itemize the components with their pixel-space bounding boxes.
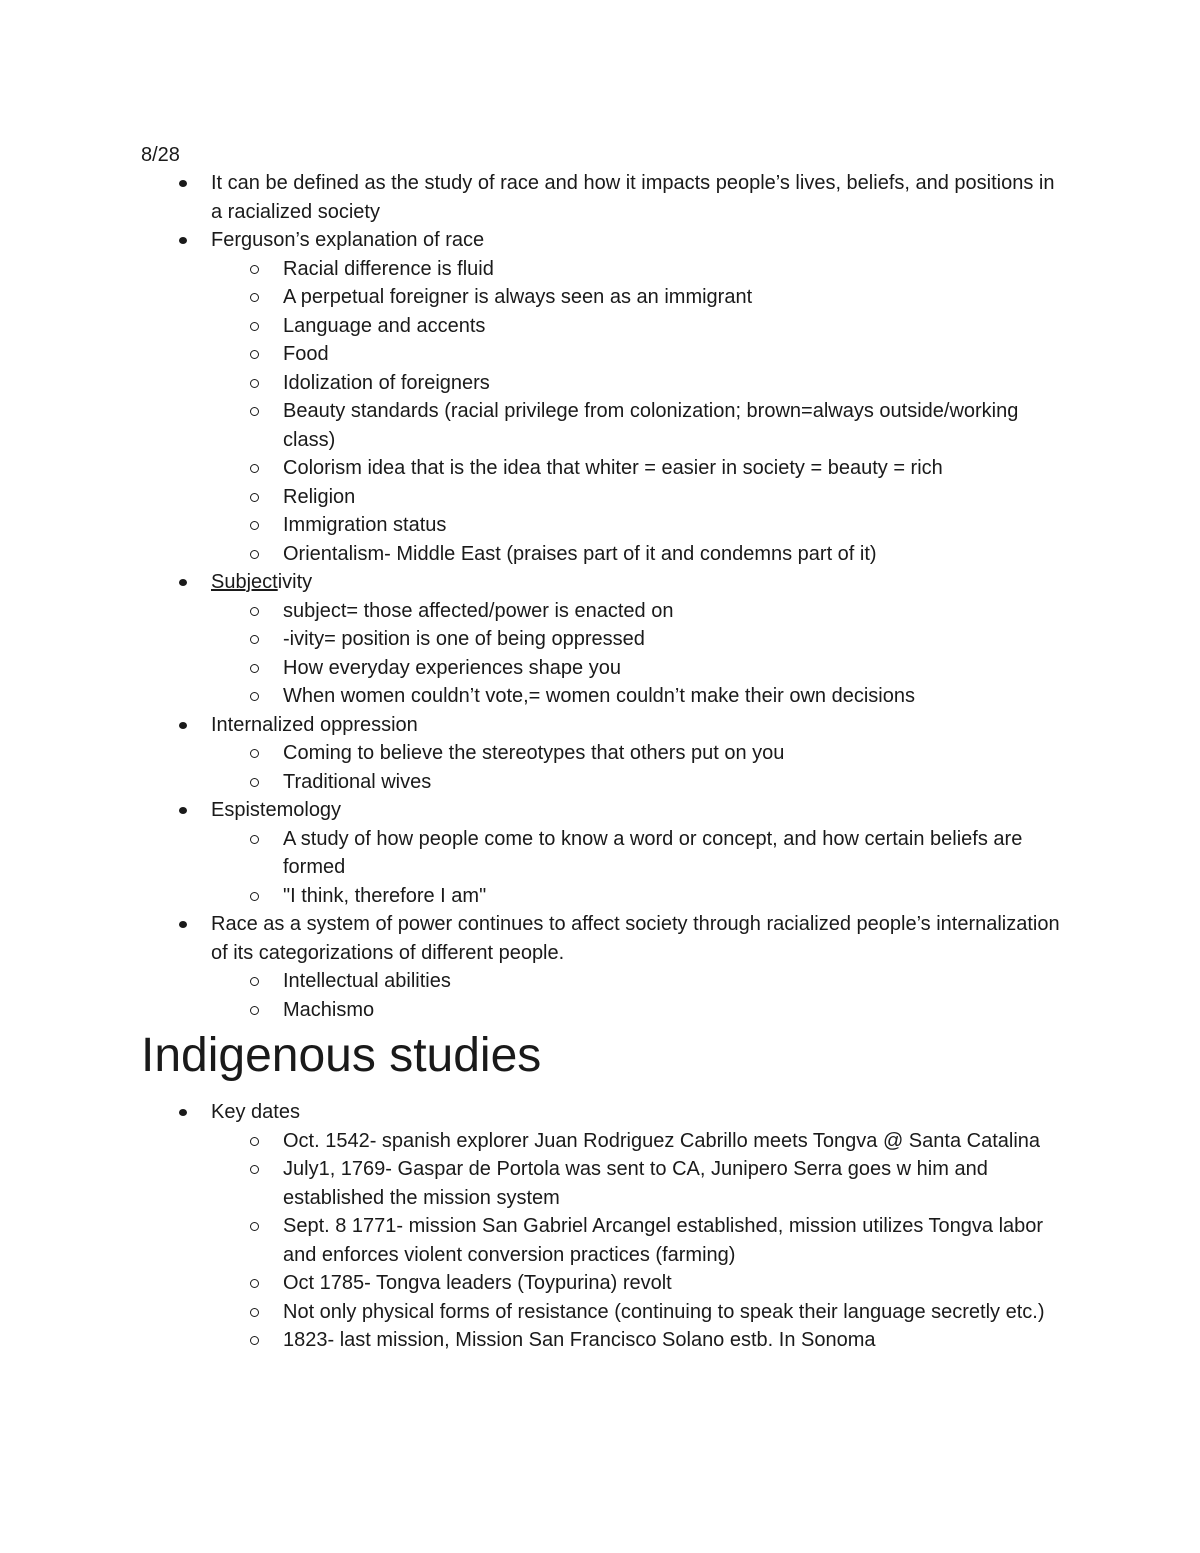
hollow-bullet-icon bbox=[250, 464, 259, 473]
sub-bullet-item: How everyday experiences shape you bbox=[0, 654, 1200, 683]
hollow-bullet-icon bbox=[250, 1336, 259, 1345]
sub-bullet-item: Idolization of foreigners bbox=[0, 369, 1200, 398]
hollow-bullet-icon bbox=[250, 835, 259, 844]
date-label: 8/28 bbox=[141, 144, 180, 166]
bullet-item: Race as a system of power continues to affect society through racialized people’s internalization of its categorizations of different people. bbox=[0, 910, 1200, 967]
sub-bullet-item: Oct. 1542- spanish explorer Juan Rodriguez Cabrillo meets Tongva @ Santa Catalina bbox=[0, 1127, 1200, 1156]
sub-bullet-item: Immigration status bbox=[0, 511, 1200, 540]
hollow-bullet-icon bbox=[250, 1006, 259, 1015]
hollow-bullet-icon bbox=[250, 1279, 259, 1288]
bullet-item: Internalized oppression bbox=[0, 711, 1200, 740]
bullet-item: Espistemology bbox=[0, 796, 1200, 825]
sub-bullet-item: Not only physical forms of resistance (continuing to speak their language secretly etc.) bbox=[0, 1298, 1200, 1327]
filled-bullet-icon bbox=[179, 921, 187, 928]
hollow-bullet-icon bbox=[250, 1137, 259, 1146]
sub-bullet-item: When women couldn’t vote,= women couldn’t make their own decisions bbox=[0, 682, 1200, 711]
hollow-bullet-icon bbox=[250, 379, 259, 388]
hollow-bullet-icon bbox=[250, 350, 259, 359]
hollow-bullet-icon bbox=[250, 1222, 259, 1231]
underlined-text: Subject bbox=[211, 571, 278, 593]
hollow-bullet-icon bbox=[250, 407, 259, 416]
sub-bullet-item: Oct 1785- Tongva leaders (Toypurina) revolt bbox=[0, 1269, 1200, 1298]
filled-bullet-icon bbox=[179, 180, 187, 187]
sub-bullet-item: Orientalism- Middle East (praises part of it and condemns part of it) bbox=[0, 540, 1200, 569]
sub-bullet-item: Food bbox=[0, 340, 1200, 369]
notes-list-indigenous bbox=[0, 1098, 1200, 1355]
hollow-bullet-icon bbox=[250, 749, 259, 758]
hollow-bullet-icon bbox=[250, 521, 259, 530]
sub-bullet-item: -ivity= position is one of being oppressed bbox=[0, 625, 1200, 654]
sub-bullet-item: Traditional wives bbox=[0, 768, 1200, 797]
sub-bullet-item: Coming to believe the stereotypes that others put on you bbox=[0, 739, 1200, 768]
bullet-item: It can be defined as the study of race and how it impacts people’s lives, beliefs, and positions in a racialized society bbox=[0, 169, 1200, 226]
bullet-item: Subjectivity bbox=[0, 568, 1200, 597]
hollow-bullet-icon bbox=[250, 692, 259, 701]
hollow-bullet-icon bbox=[250, 778, 259, 787]
sub-bullet-item: Racial difference is fluid bbox=[0, 255, 1200, 284]
hollow-bullet-icon bbox=[250, 977, 259, 986]
filled-bullet-icon bbox=[179, 1109, 187, 1116]
sub-bullet-item: Beauty standards (racial privilege from colonization; brown=always outside/working class) bbox=[0, 397, 1200, 454]
sub-bullet-item: A perpetual foreigner is always seen as an immigrant bbox=[0, 283, 1200, 312]
sub-bullet-item: A study of how people come to know a word or concept, and how certain beliefs are formed bbox=[0, 825, 1200, 882]
sub-bullet-item: "I think, therefore I am" bbox=[0, 882, 1200, 911]
bullet-item: Ferguson’s explanation of race bbox=[0, 226, 1200, 255]
filled-bullet-icon bbox=[179, 807, 187, 814]
bullet-item: Key dates bbox=[0, 1098, 1200, 1127]
sub-bullet-item: July1, 1769- Gaspar de Portola was sent to CA, Junipero Serra goes w him and established the mission system bbox=[0, 1155, 1200, 1212]
hollow-bullet-icon bbox=[250, 892, 259, 901]
sub-bullet-item: Sept. 8 1771- mission San Gabriel Arcangel established, mission utilizes Tongva labor and enforces violent conversion practices (farming) bbox=[0, 1212, 1200, 1269]
hollow-bullet-icon bbox=[250, 635, 259, 644]
sub-bullet-item: Intellectual abilities bbox=[0, 967, 1200, 996]
hollow-bullet-icon bbox=[250, 550, 259, 559]
hollow-bullet-icon bbox=[250, 1308, 259, 1317]
sub-bullet-item: Language and accents bbox=[0, 312, 1200, 341]
hollow-bullet-icon bbox=[250, 293, 259, 302]
section-heading: Indigenous studies bbox=[141, 1029, 542, 1082]
sub-bullet-item: Machismo bbox=[0, 996, 1200, 1025]
sub-bullet-item: subject= those affected/power is enacted on bbox=[0, 597, 1200, 626]
filled-bullet-icon bbox=[179, 579, 187, 586]
filled-bullet-icon bbox=[179, 722, 187, 729]
hollow-bullet-icon bbox=[250, 265, 259, 274]
hollow-bullet-icon bbox=[250, 607, 259, 616]
sub-bullet-item: Colorism idea that is the idea that whiter = easier in society = beauty = rich bbox=[0, 454, 1200, 483]
sub-bullet-item: Religion bbox=[0, 483, 1200, 512]
filled-bullet-icon bbox=[179, 237, 187, 244]
hollow-bullet-icon bbox=[250, 322, 259, 331]
hollow-bullet-icon bbox=[250, 664, 259, 673]
notes-list-race bbox=[0, 169, 1200, 1024]
sub-bullet-item: 1823- last mission, Mission San Francisco Solano estb. In Sonoma bbox=[0, 1326, 1200, 1355]
hollow-bullet-icon bbox=[250, 1165, 259, 1174]
hollow-bullet-icon bbox=[250, 493, 259, 502]
